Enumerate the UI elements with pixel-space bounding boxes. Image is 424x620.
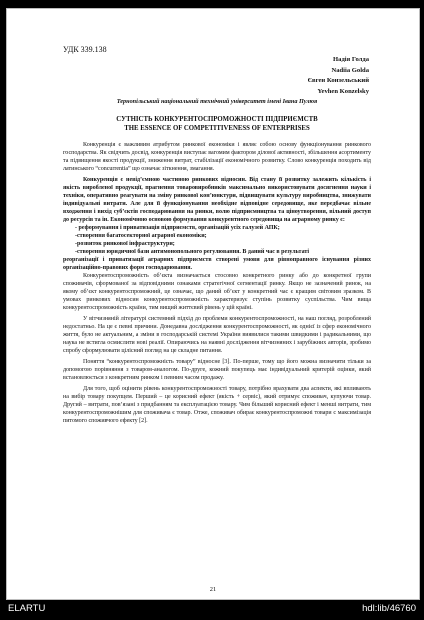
list-item: -розвиток ринкової інфраструктури;	[75, 241, 175, 247]
list-item: -створення багатосекторної аграрної економіки;	[75, 233, 207, 239]
author-name-uk-1: Надія Голда	[333, 56, 369, 63]
author-name-en-2: Yevhen Konzelsky	[317, 87, 369, 95]
paragraph-1: Конкуренція є важливим атрибутом ринкової економіки і являє собою основу функціонування ринкового господарства. Як свідчить досвід, конкуренція виступає вагомим фактором ділової активності, збільшення асортименту та підвищення якості продукції, зниження витрат, стабілізації економічного розвитку. Слово конкуренція походить від латинського “concurrentia” що означає зіткнення, змагання.	[63, 142, 371, 172]
page-number: 21	[209, 586, 217, 593]
handle-identifier: hdl:lib/46760	[362, 603, 416, 614]
udk-code: УДК 339.138	[63, 45, 107, 54]
author-name-en-1: Nadiia Golda	[331, 66, 369, 74]
title-ukrainian: СУТНІСТЬ КОНКУРЕНТОСПРОМОЖНОСТІ ПІДПРИЄМСТВ	[116, 116, 318, 123]
list-item: - реформування і приватизація підприємств, організацій усіх галузей АПК;	[75, 225, 280, 231]
bullet-list	[63, 224, 371, 256]
list-item: -створення юридичної бази антимонопольного регулювання. В даний час в результаті	[75, 249, 310, 255]
document-page	[6, 8, 420, 600]
paragraph-4: Конкурентоспроможність об’єкта визначається стосовно конкретного ринку або до конкретної групи споживачів, сформованої за відповідними ознаками стратегічної сегментації ринку. Якщо не зазначений ринок, на якому об’єкт конкурентоспроможний, це означає, що даний об’єкт у конкретний час є кращим світовим зразком. В умовах ринкових відносин конкурентоспроможність характеризує ступінь розвитку суспільства. Чим вища конкурентоспроможність країни, тим вищий життєвий рівень у цій країні.	[63, 273, 371, 311]
title-english: THE ESSENCE OF COMPETITIVENESS OF ENTERPRISES	[124, 125, 310, 132]
article-body	[63, 141, 371, 425]
author-name-uk-2: Євген Конзельський	[307, 77, 369, 84]
repository-name: ELARTU	[8, 603, 46, 614]
article-title	[47, 115, 387, 133]
paragraph-6: Поняття “конкурентоспроможність товару” відносне [3]. По-перше, тому що його можна визначити тільки за допомогою порівняння з товаром-аналогом. По-друге, кожний покупець має індивідуальний критерій оцінки, який встановлюється з конкретним ринком і певним часом продажу.	[63, 359, 371, 381]
viewer-footer-bar	[0, 598, 424, 620]
affiliation: Тернопільський національний технічний університет імені Івана Пулюя	[116, 98, 318, 105]
paragraph-5: У вітчизняній літературі системний підхід до проблеми конкурентоспроможності, на наш погляд, розроблений недостатньо. На це є певні причини. Донедавна дослідження конкурентоспроможності, як однієї із сфер економічного життя, було не актуальним, а зміни в господарській системі України виявилися такими швидкими і радикальними, що наука не встигла осмислити нові реалії. Опираючись на наявні дослідження вітчизняних і зарубіжних авторів, зробимо спробу сформулювати цілісний погляд на це складне питання.	[63, 316, 371, 354]
author-block	[308, 55, 369, 97]
paragraph-2: Конкуренція є невід’ємною частиною ринкових відносин. Від стану її розвитку залежить кількість і якість виробленої продукції, прагнення товаровиробників максимально використовувати досягнення науки і техніки, оперативно реагувати на зміну ринкової кон’юнктури, підвищувати культуру виробництва, знижувати індивідуальні витрати. Але для її функціонування необхідне відповідне середовище, яке передбачає вільне входження і вихід суб’єктів господарювання на ринки, волю підприємництва та ціноутворення, вільний доступ до ресурсів та ін. Економічною основою формування конкурентного середовища на аграрному ринку є:	[63, 177, 371, 223]
paragraph-3-continuation: реорганізації і приватизації аграрних підприємств створені умови для рівноправного існування різних організаційно-правових форм господарювання.	[63, 257, 371, 271]
paragraph-7: Для того, щоб оцінити рівень конкурентоспроможності товару, потрібно врахувати два аспекти, які впливають на вибір товару покупцем. Перший – це корисний ефект (якість + сервіс), який отримує споживач, купуючи товар. Другий – витрати, пов’язані з придбанням та експлуатацією товару. Чим більший корисний ефект і менші витрати, тим конкурентоспроможнішим для споживача є товар. Отже, споживач обирає конкурентоспроможні товари с максимізація питомого споживчого ефекту [2].	[63, 386, 371, 424]
